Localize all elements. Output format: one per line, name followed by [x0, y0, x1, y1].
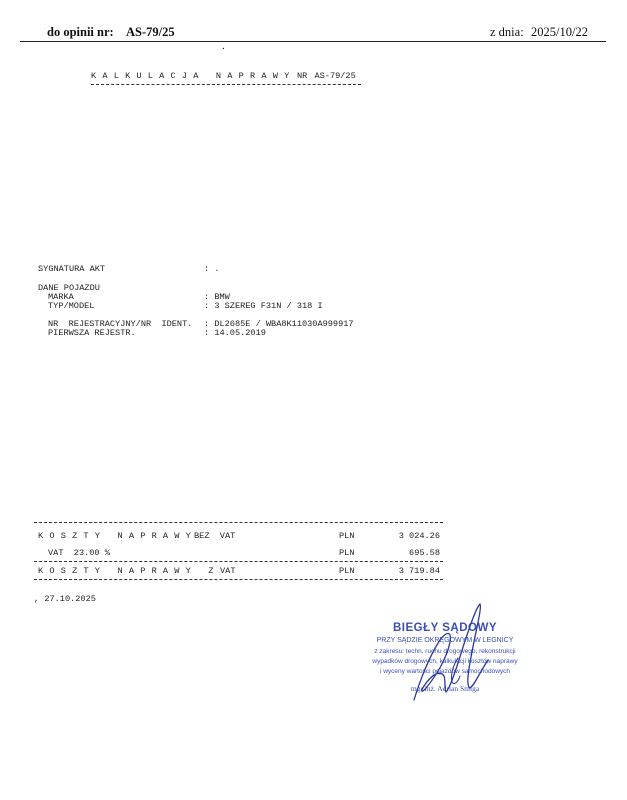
stamp-line-4: i wyceny wartości pojazdów samochodowych [379, 668, 511, 675]
stamp-name: mgr inż. Adrian Smiga [410, 684, 480, 693]
net-currency: PLN [339, 531, 355, 541]
make-label: MARKA [48, 292, 74, 302]
cost-top-rule [34, 522, 443, 523]
registration-label: NR REJESTRACYJNY/NR IDENT. [48, 319, 193, 329]
registration-value: : DL2685E / WBA8K11030A999917 [204, 319, 354, 329]
vat-amount: 695.58 [409, 548, 440, 558]
vehicle-section-label: DANE POJAZDU [38, 283, 100, 293]
gross-currency: PLN [339, 566, 355, 576]
gross-amount: 3 719.84 [398, 566, 440, 576]
net-amount: 3 024.26 [398, 531, 440, 541]
model-value: : 3 SZEREG F31N / 318 I [204, 301, 323, 311]
header-dot: . [222, 40, 225, 52]
stamp-line-1: PRZY SĄDZIE OKRĘGOWYM W LEGNICY [376, 637, 514, 644]
title-number: NR AS-79/25 [297, 71, 356, 81]
stamp-title: BIEGŁY SĄDOWY [392, 622, 498, 634]
signature-label: SYGNATURA AKT [38, 264, 106, 274]
date-value: 2025/10/22 [531, 25, 588, 39]
opinion-label: do opinii nr: [47, 25, 114, 39]
stamp-line-2: z zakresu: techn. ruchu drogowego, rekonstrukcji [374, 648, 516, 655]
net-cost-label: KOSZTY NAPRAWY [38, 531, 197, 541]
cost-bottom-rule [34, 579, 443, 580]
place-date: , 27.10.2025 [34, 594, 96, 604]
net-cost-label-rest: BEZ VAT [194, 531, 236, 541]
opinion-number: AS-79/25 [126, 25, 175, 39]
first-registration-label: PIERWSZA REJESTR. [48, 328, 136, 338]
header-rule [20, 41, 606, 42]
signature-value: : . [204, 264, 220, 274]
gross-cost-label: KOSZTY NAPRAWY Z [38, 566, 220, 576]
gross-cost-label-rest: VAT [220, 566, 236, 576]
stamp-line-3: wypadków drogowych, kalkulacji kosztów naprawy [372, 658, 518, 665]
model-label: TYP/MODEL [48, 301, 95, 311]
first-registration-value: : 14.05.2019 [204, 328, 266, 338]
handwritten-signature [400, 600, 500, 705]
title-spaced: KALKULACJA NAPRAWY [91, 71, 296, 81]
cost-mid-rule [34, 561, 443, 562]
vat-currency: PLN [339, 548, 355, 558]
vat-label: VAT 23.00 % [48, 548, 110, 558]
date-label: z dnia: [490, 25, 524, 39]
make-value: : BMW [204, 292, 230, 302]
title-underline [91, 84, 361, 85]
